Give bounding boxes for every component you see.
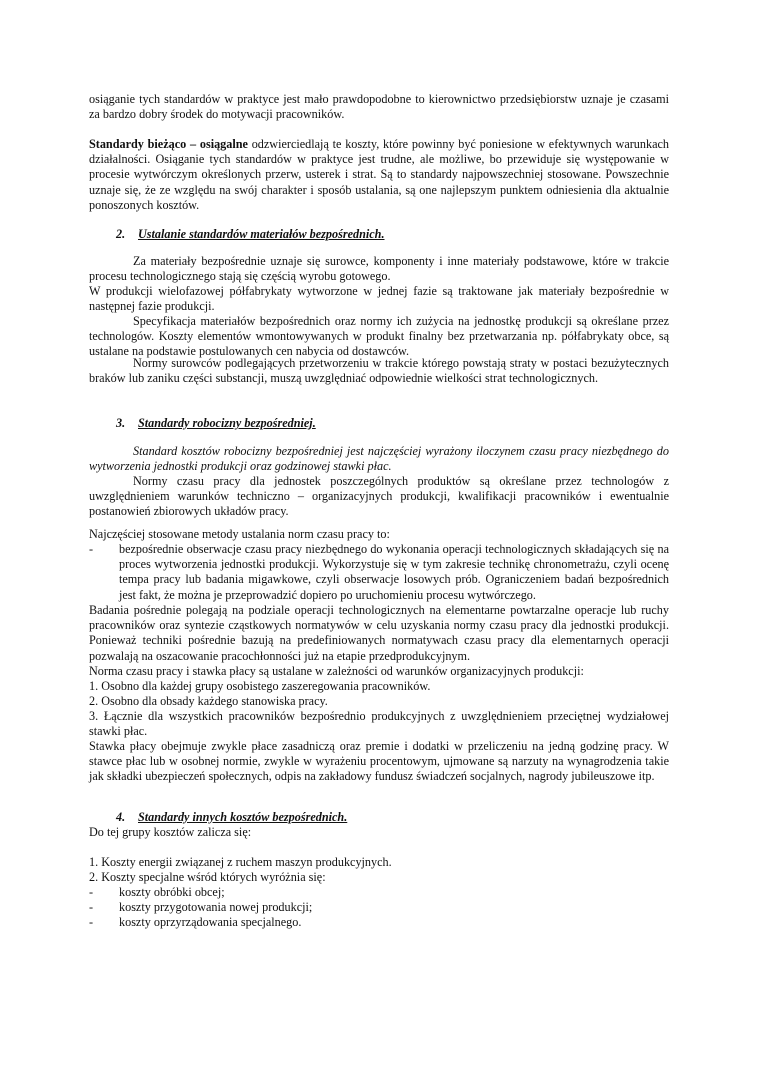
paragraph-materialy-3: Specyfikacja materiałów bezpośrednich oraz normy ich zużycia na jednostkę produkcji są określane przez technologów. Koszty elementów wmontowywanych w produkt finalny bez przetwarzania np. półfabrykaty obce, są ustalane na podstawie postulowanych cen nabycia od dostawców. bbox=[89, 314, 669, 359]
section-heading-2 bbox=[116, 227, 385, 242]
paragraph-materialy-2: W produkcji wielofazowej półfabrykaty wytworzone w jednej fazie są traktowane jak materiały bezpośrednie w następnej fazie produkcji. bbox=[89, 284, 669, 314]
list-item-text: bezpośrednie obserwacje czasu pracy niezbędnego do wykonania operacji technologicznych składających się na proces wytworzenia jednostki produkcji. Wykorzystuje się w tym zakresie technikę chronometrażu, czyli ocenę tempa pracy lub badania migawkowe, czyli obserwacje losowych prób. Ograniczeniem badań bezpośrednich jest fakt, że można je przeprowadzić dopiero po uruchomieniu procesu wytwórczego. bbox=[119, 542, 669, 602]
section-number: 4. bbox=[116, 810, 126, 824]
paragraph-metody: Najczęściej stosowane metody ustalania norm czasu pracy to: bbox=[89, 527, 390, 541]
section-heading-3 bbox=[116, 416, 316, 431]
section-title: Standardy innych kosztów bezpośrednich. bbox=[138, 810, 348, 824]
section-title: Standardy robocizny bezpośredniej. bbox=[138, 416, 316, 430]
paragraph-standardy-biezaco bbox=[89, 137, 669, 213]
dash-bullet: - bbox=[89, 885, 94, 899]
dash-bullet: - bbox=[89, 542, 94, 556]
section-heading-4 bbox=[116, 810, 347, 825]
paragraph-standardy-biezaco-text: odzwierciedlają te koszty, które powinny być poniesione w efektywnych warunkach działalności. Osiąganie tych standardów w praktyce jest trudne, ale możliwe, bo przewiduje się występowanie w procesie wytwórczym określonych przerw, usterek i strat. Są to standardy najpowszechniej stosowane. Powszechnie uznaje się, że ze względu na swój charakter i sposób ustalania, są one najlepszym punktem odniesienia dla aktualnie ponoszonych kosztów. bbox=[89, 137, 669, 212]
section-title: Ustalanie standardów materiałów bezpośrednich. bbox=[138, 227, 385, 241]
paragraph-materialy-4: Normy surowców podlegających przetworzeniu w trakcie którego powstają straty w postaci bezużytecznych braków lub zaniku części substancji, muszą uwzględniać odpowiednie wielkości strat technologicznych. bbox=[89, 356, 669, 386]
paragraph-materialy-1: Za materiały bezpośrednie uznaje się surowce, komponenty i inne materiały podstawowe, które w trakcie procesu technologicznego stają się częścią wyrobu gotowego. bbox=[89, 254, 669, 284]
section-number: 3. bbox=[116, 416, 126, 430]
paragraph-norma-czasu: Norma czasu pracy i stawka płacy są ustalane w zależności od warunków organizacyjnych produkcji: bbox=[89, 664, 584, 678]
paragraph-grupa-kosztow: Do tej grupy kosztów zalicza się: bbox=[89, 825, 252, 839]
list-item-norma-2: 2. Osobno dla obsady każdego stanowiska pracy. bbox=[89, 694, 328, 708]
list-item-text: koszty obróbki obcej; bbox=[119, 885, 225, 899]
paragraph-robocizna-definicja: Standard kosztów robocizny bezpośredniej jest najczęściej wyrażony iloczynem czasu pracy niezbędnego do wytworzenia jednostki produkcji oraz godzinowej stawki płac. bbox=[89, 444, 669, 474]
list-item-text: koszty przygotowania nowej produkcji; bbox=[119, 900, 313, 914]
term-standardy-biezaco: Standardy bieżąco – osiągalne bbox=[89, 137, 248, 151]
list-item-norma-3: 3. Łącznie dla wszystkich pracowników bezpośrednio produkcyjnych z uwzględnieniem przeciętnej wydziałowej stawki płac. bbox=[89, 709, 669, 739]
section-number: 2. bbox=[116, 227, 126, 241]
list-item-koszty-obrobki bbox=[89, 885, 669, 900]
dash-bullet: - bbox=[89, 900, 94, 914]
paragraph-intro: osiąganie tych standardów w praktyce jest mało prawdopodobne to kierownictwo przedsiębiorstw uznaje je czasami za bardzo dobry środek do motywacji pracowników. bbox=[89, 92, 669, 122]
list-item-text: koszty oprzyrządowania specjalnego. bbox=[119, 915, 302, 929]
list-item-koszty-przygotowania bbox=[89, 900, 669, 915]
paragraph-badania-posrednie: Badania pośrednie polegają na podziale operacji technologicznych na elementarne powtarzalne operacje lub ruchy pracowników oraz syntezie cząstkowych normatywów w celu uzyskania normy czasu pracy dla jednostki produkcji. Ponieważ techniki pośrednie bazują na predefiniowanych normatywach czasu pracy dla elementarnych operacji pozwalają na oszacowanie pracochłonności już na etapie przedprodukcyjnym. bbox=[89, 603, 669, 663]
paragraph-stawka-placy: Stawka płacy obejmuje zwykle płace zasadniczą oraz premie i dodatki w przeliczeniu na jedną godzinę pracy. W stawce płac lub w osobnej normie, zwykle w wyrażeniu procentowym, ujmowane są narzuty na wynagrodzenia takie jak składki ubezpieczeń społecznych, odpis na zakładowy fundusz świadczeń socjalnych, nagrody jubileuszowe itp. bbox=[89, 739, 669, 784]
list-item-koszty-oprzyrzadowania bbox=[89, 915, 669, 930]
list-item-bezposrednie bbox=[89, 542, 669, 603]
paragraph-robocizna-normy: Normy czasu pracy dla jednostek poszczególnych produktów są określane przez technologów z uwzględnieniem warunków techniczno – organizacyjnych produkcji, kwalifikacji pracowników i ewentualnie postanowień zbiorowych układów pracy. bbox=[89, 474, 669, 519]
list-item-norma-1: 1. Osobno dla każdej grupy osobistego zaszeregowania pracowników. bbox=[89, 679, 431, 693]
list-item-inne-1: 1. Koszty energii związanej z ruchem maszyn produkcyjnych. bbox=[89, 855, 392, 869]
dash-bullet: - bbox=[89, 915, 94, 929]
list-item-inne-2: 2. Koszty specjalne wśród których wyróżnia się: bbox=[89, 870, 326, 884]
